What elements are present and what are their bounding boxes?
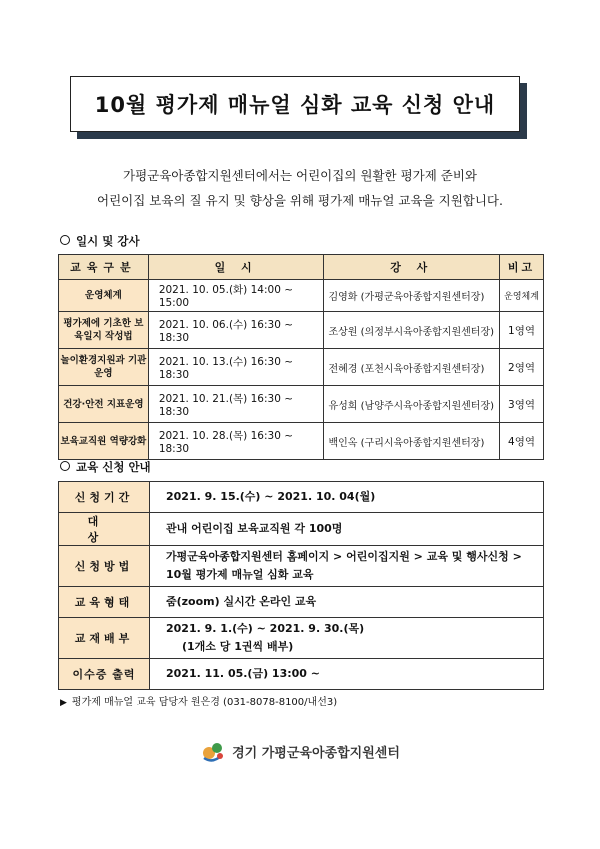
circle-bullet-icon [60, 461, 70, 471]
row-note: 운영체계 [500, 280, 544, 312]
material-label: 교재배부 [59, 618, 150, 659]
section-schedule-label: 일시 및 강사 [76, 234, 140, 248]
method-line-2: 10월 평가제 매뉴얼 심화 교육 [166, 568, 314, 581]
row-instructor: 전혜경 (포천시육아종합지원센터장) [324, 349, 500, 386]
method-label: 신청방법 [59, 546, 150, 587]
apply-row-target [59, 513, 544, 546]
section-schedule-heading [60, 233, 140, 249]
material-line-2: (1개소 당 1권씩 배부) [182, 640, 294, 653]
footer [0, 738, 600, 764]
apply-row-material [59, 618, 544, 659]
material-line-1: 2021. 9. 1.(수) ~ 2021. 9. 30.(목) [166, 622, 365, 635]
schedule-table [58, 254, 544, 460]
period-value: 2021. 9. 15.(수) ~ 2021. 10. 04(월) [150, 482, 544, 513]
row-note: 2영역 [500, 349, 544, 386]
row-category: 건강·안전 지표운영 [59, 386, 149, 423]
apply-row-period [59, 482, 544, 513]
row-note: 1영역 [500, 312, 544, 349]
row-instructor: 유성희 (남양주시육아종합지원센터장) [324, 386, 500, 423]
table-row [59, 312, 544, 349]
apply-row-type [59, 587, 544, 618]
contact-text: 평가제 매뉴얼 교육 담당자 원은경 (031-8078-8100/내선3) [71, 697, 338, 708]
row-date: 2021. 10. 28.(목) 16:30 ~ 18:30 [148, 423, 324, 460]
table-row [59, 349, 544, 386]
type-label: 교육형태 [59, 587, 150, 618]
row-instructor: 김영화 (가평군육아종합지원센터장) [324, 280, 500, 312]
target-label: 대 상 [59, 513, 150, 546]
header-category: 교육구분 [59, 255, 149, 280]
intro-line-1: 가평군육아종합지원센터에서는 어린이집의 원활한 평가제 준비와 [123, 168, 477, 183]
table-row [59, 423, 544, 460]
type-value: 줌(zoom) 실시간 온라인 교육 [150, 587, 544, 618]
target-value: 관내 어린이집 보육교직원 각 100명 [150, 513, 544, 546]
certificate-label: 이수증 출력 [59, 659, 150, 690]
material-value [150, 618, 544, 659]
row-category: 운영체계 [59, 280, 149, 312]
row-category: 보육교직원 역량강화 [59, 423, 149, 460]
section-apply-label: 교육 신청 안내 [76, 460, 151, 474]
certificate-value: 2021. 11. 05.(금) 13:00 ~ [150, 659, 544, 690]
title-box [70, 76, 520, 132]
contact-note [60, 693, 337, 708]
apply-row-method [59, 546, 544, 587]
row-date: 2021. 10. 06.(수) 16:30 ~ 18:30 [148, 312, 324, 349]
center-logo-icon [200, 738, 226, 764]
row-instructor: 백인옥 (구리시육아종합지원센터장) [324, 423, 500, 460]
footer-org-name: 경기 가평군육아종합지원센터 [232, 745, 400, 761]
apply-row-certificate [59, 659, 544, 690]
row-date: 2021. 10. 05.(화) 14:00 ~ 15:00 [148, 280, 324, 312]
section-apply-heading [60, 459, 151, 475]
row-note: 4영역 [500, 423, 544, 460]
row-instructor: 조상원 (의정부시육아종합지원센터장) [324, 312, 500, 349]
row-note: 3영역 [500, 386, 544, 423]
header-note: 비고 [500, 255, 544, 280]
row-date: 2021. 10. 13.(수) 16:30 ~ 18:30 [148, 349, 324, 386]
method-line-1: 가평군육아종합지원센터 홈페이지 > 어린이집지원 > 교육 및 행사신청 > [166, 550, 522, 563]
row-category: 평가제에 기초한 보육일지 작성법 [59, 312, 149, 349]
circle-bullet-icon [60, 235, 70, 245]
method-value [150, 546, 544, 587]
row-date: 2021. 10. 21.(목) 16:30 ~ 18:30 [148, 386, 324, 423]
table-row [59, 386, 544, 423]
row-category: 놀이환경지원과 기관운영 [59, 349, 149, 386]
application-table [58, 481, 544, 690]
intro-line-2: 어린이집 보육의 질 유지 및 향상을 위해 평가제 매뉴얼 교육을 지원합니다. [97, 193, 503, 208]
period-label: 신청기간 [59, 482, 150, 513]
table-row [59, 280, 544, 312]
header-date: 일 시 [148, 255, 324, 280]
schedule-header-row [59, 255, 544, 280]
page-title: 10월 평가제 매뉴얼 심화 교육 신청 안내 [94, 93, 496, 117]
header-instructor: 강 사 [324, 255, 500, 280]
triangle-bullet-icon: ▶ [60, 698, 67, 708]
